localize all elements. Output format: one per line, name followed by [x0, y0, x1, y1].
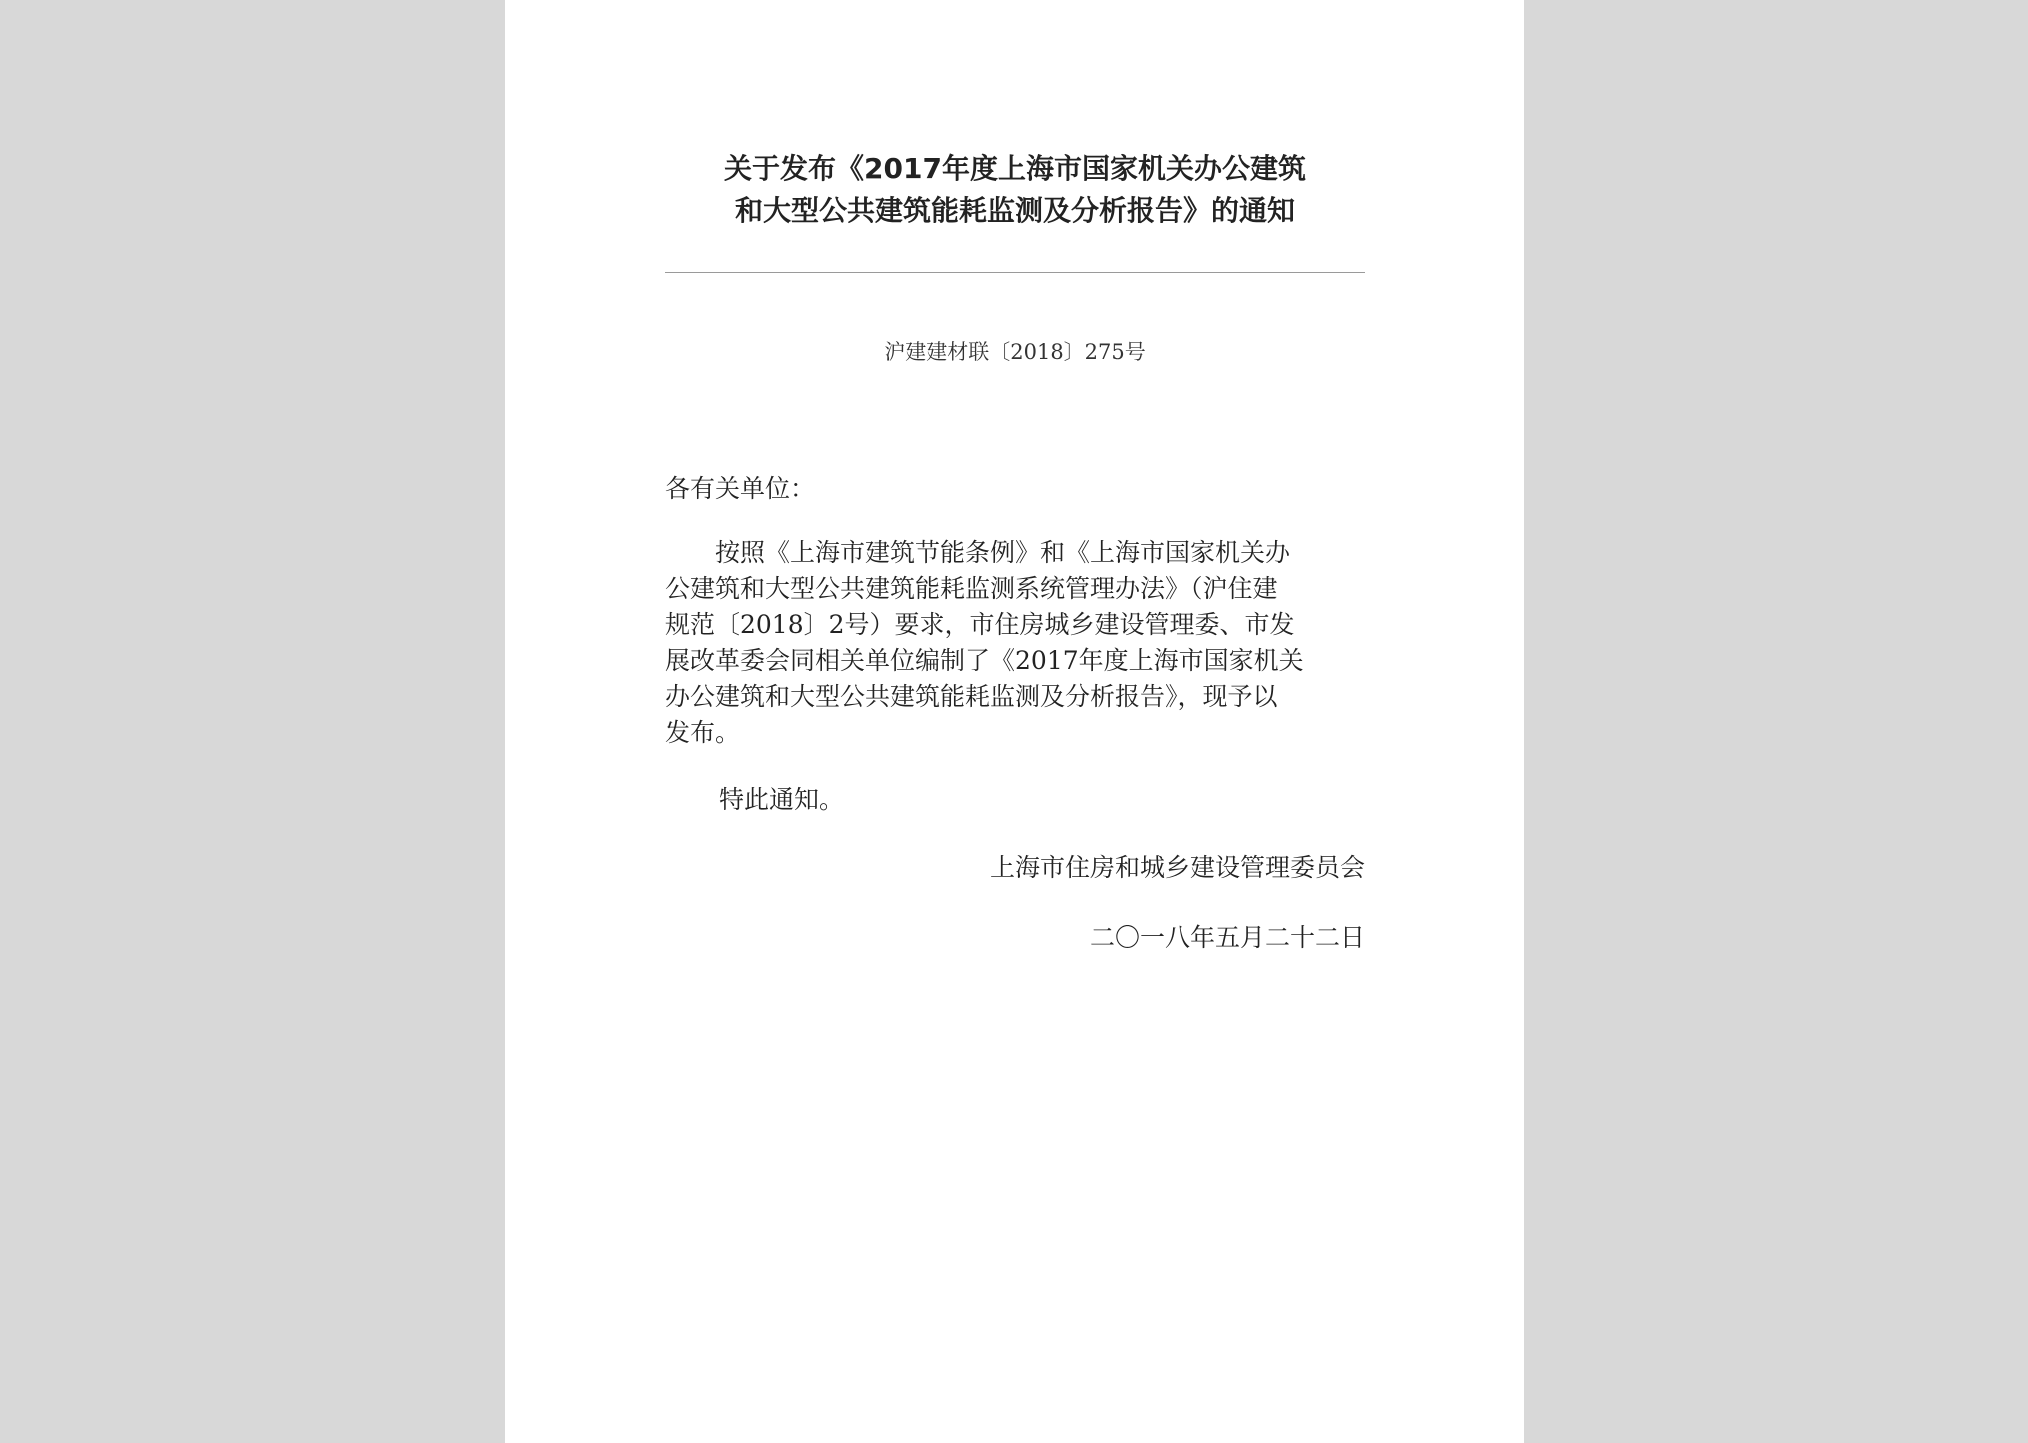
body-paragraph [665, 535, 1365, 751]
document-number: 沪建建材联〔2018〕275号 [884, 340, 1146, 364]
body-line: 规范〔2018〕2号）要求，市住房城乡建设管理委、市发 [665, 610, 1295, 639]
body-line: 办公建筑和大型公共建筑能耗监测及分析报告》，现予以 [665, 682, 1278, 711]
body-line: 按照《上海市建筑节能条例》和《上海市国家机关办 [665, 538, 1291, 567]
title-divider [665, 272, 1365, 273]
body-line: 发布。 [665, 718, 741, 747]
issuing-authority: 上海市住房和城乡建设管理委员会 [989, 853, 1365, 882]
issue-date: 二〇一八年五月二十二日 [1089, 923, 1365, 952]
title-line: 关于发布《2017年度上海市国家机关办公建筑 [724, 152, 1306, 185]
body-line: 公建筑和大型公共建筑能耗监测系统管理办法》（沪住建 [665, 574, 1278, 603]
body-line: 展改革委会同相关单位编制了《2017年度上海市国家机关 [665, 646, 1304, 675]
document-page [505, 0, 1524, 1443]
closing-remark: 特此通知。 [719, 785, 845, 814]
document-title [665, 148, 1365, 232]
title-line: 和大型公共建筑能耗监测及分析报告》的通知 [734, 194, 1295, 227]
salutation: 各有关单位： [665, 474, 816, 503]
